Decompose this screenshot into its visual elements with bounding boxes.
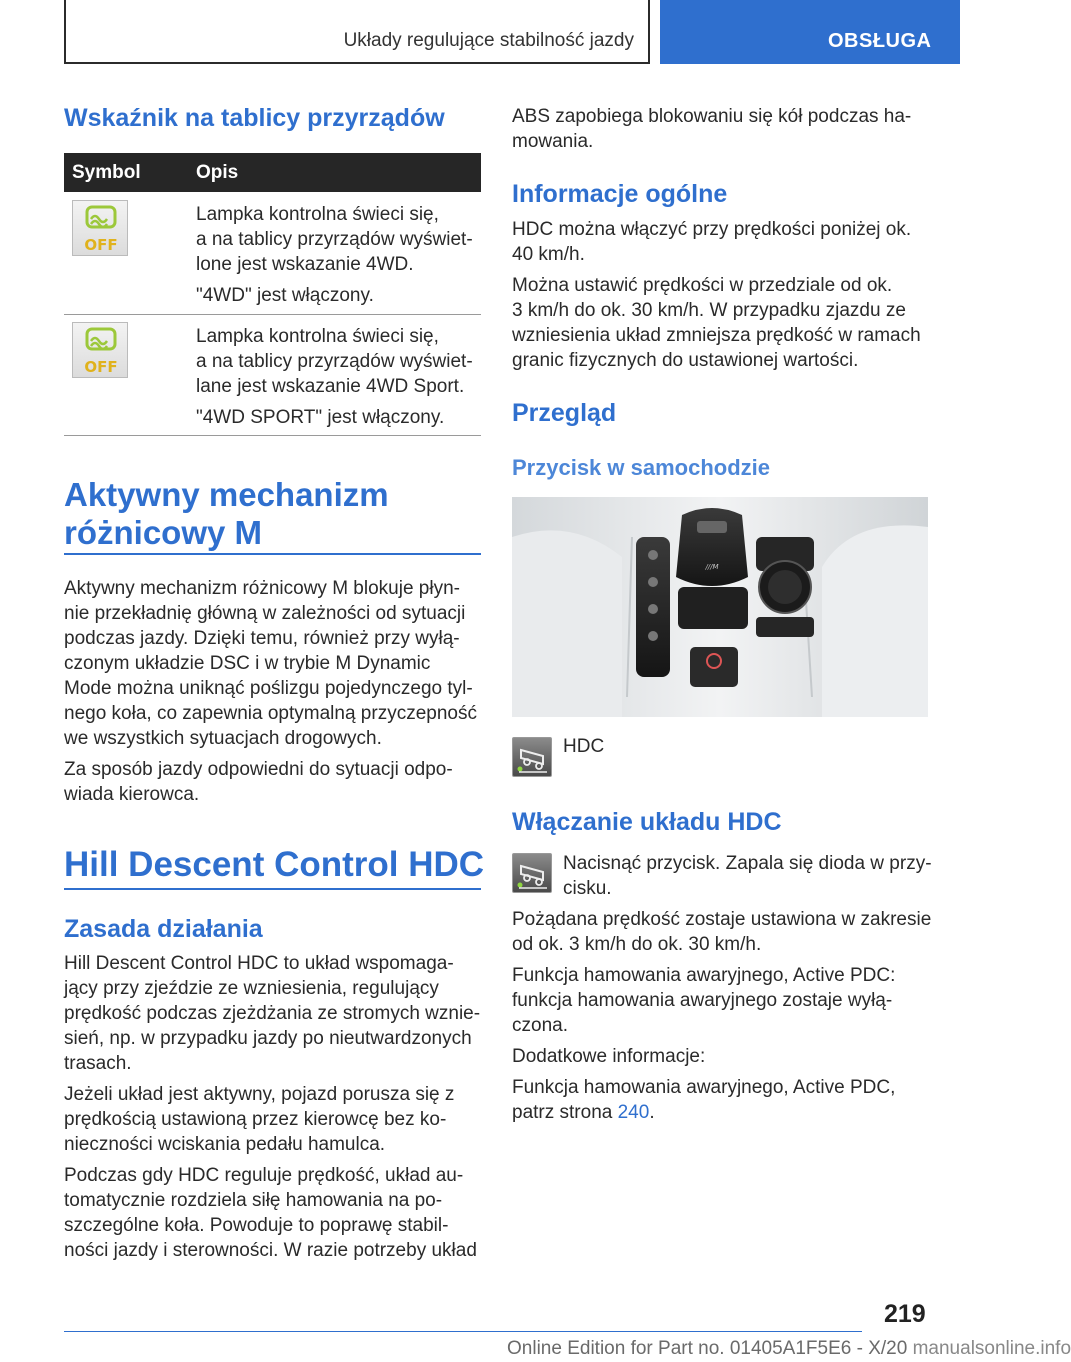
svg-text:OFF: OFF [84, 358, 118, 376]
amd-p1-line: podczas jazdy. Dzięki temu, również przy wyłą- [64, 628, 460, 649]
row2-line2: a na tablicy przyrządów wyświet- [196, 351, 473, 372]
gen-p2-line: granic fizycznych do ustawionej wartości. [512, 350, 859, 371]
row2-note: "4WD SPORT" jest włączony. [196, 407, 445, 428]
table-divider [64, 314, 481, 315]
col-description: Opis [196, 162, 239, 183]
hdc-p1-line: sień, np. w przypadku jazdy po nieutwardzonych [64, 1028, 472, 1049]
gen-p1-line: HDC można włączyć przy prędkości poniżej ok. [512, 219, 912, 240]
heading-button: Przycisk w samochodzie [512, 455, 770, 480]
amd-p1-line: nego koła, co zapewnia optymalną przyczepność [64, 703, 477, 724]
amd-p1-line: nie przekładnię główną w zależności od sytuacji [64, 603, 466, 624]
row1-line1: Lampka kontrolna świeci się, [196, 204, 439, 225]
act-p1-line: cisku. [563, 878, 612, 899]
heading-activate: Włączanie układu HDC [512, 808, 782, 836]
amd-p2-line: wiada kierowca. [64, 784, 200, 805]
heading-indicator: Wskaźnik na tablicy przyrządów [64, 104, 445, 132]
edition-text: Online Edition for Part no. 01405A1F5E6 - X/20 [507, 1338, 908, 1359]
svg-text:OFF: OFF [84, 236, 118, 254]
gen-p2-line: wzniesienia układ zmniejsza prędkość w ramach [512, 325, 921, 346]
abs-line: ABS zapobiega blokowaniu się kół podczas ha- [512, 106, 912, 127]
act-p2-line: Pożądana prędkość zostaje ustawiona w zakresie [512, 909, 932, 930]
hdc-label: HDC [563, 736, 605, 757]
hdc-p3-line: tomatycznie rozdziela siłę hamowania na po- [64, 1190, 443, 1211]
hdc-button-icon [512, 737, 552, 777]
amd-p2-line: Za sposób jazdy odpowiedni do sytuacji odpo- [64, 759, 453, 780]
table-header [64, 153, 481, 192]
heading-amd-2: różnicowy M [64, 514, 263, 551]
chapter-tab[interactable] [660, 0, 960, 64]
hdc-p3-line: Podczas gdy HDC reguluje prędkość, układ au- [64, 1165, 464, 1186]
act-p1-line: Nacisnąć przycisk. Zapala się dioda w przy- [563, 853, 932, 874]
abs-line: mowania. [512, 131, 594, 152]
row2-line3: lane jest wskazanie 4WD Sport. [196, 376, 465, 397]
act-p5-line2 [512, 1100, 655, 1125]
act-p3-line: czona. [512, 1015, 568, 1036]
table-bottom-rule [64, 435, 481, 436]
amd-p1-line: Mode można uniknąć poślizgu pojedynczego tyl- [64, 678, 473, 699]
page-number: 219 [884, 1300, 926, 1328]
amd-p1-line: Aktywny mechanizm różnicowy M blokuje płyn- [64, 578, 460, 599]
hdc-p1-line: jący przy zjeździe ze wzniesienia, regulujący [64, 978, 439, 999]
chapter-tab-label: OBSŁUGA [828, 30, 932, 52]
console-photo [512, 497, 928, 717]
gen-p1-line: 40 km/h. [512, 244, 585, 265]
hdc-p2-line: prędkością ustawioną przez kierowcę bez ko- [64, 1109, 447, 1130]
gen-p2-line: 3 km/h do ok. 30 km/h. W przypadku zjazdu ze [512, 300, 906, 321]
heading-hdc: Hill Descent Control HDC [64, 845, 485, 884]
4wd-sport-indicator-icon [72, 322, 128, 378]
gen-p2-line: Można ustawić prędkości w przedziale od ok. [512, 275, 893, 296]
hdc-p1-line: trasach. [64, 1053, 132, 1074]
hdc-button-icon [512, 853, 552, 893]
hdc-p1-line: prędkość podczas zjeżdżania ze stromych wznie- [64, 1003, 481, 1024]
hdc-p3-line: ności jazdy i sterowności. W razie potrzeby układ [64, 1240, 477, 1261]
period: . [649, 1102, 655, 1123]
page-link[interactable]: 240 [617, 1102, 650, 1123]
heading-amd-1: Aktywny mechanizm [64, 476, 389, 513]
hdc-p2-line: nieczności wciskania pedału hamulca. [64, 1134, 386, 1155]
row1-note: "4WD" jest włączony. [196, 285, 374, 306]
act-p3-line: funkcja hamowania awaryjnego zostaje wyłą- [512, 990, 893, 1011]
footer-rule [64, 1331, 862, 1332]
amd-p1-line: we wszystkich sytuacjach drogowych. [64, 728, 382, 749]
act-p5-line1: Funkcja hamowania awaryjnego, Active PDC, [512, 1077, 896, 1098]
row2-line1: Lampka kontrolna świeci się, [196, 326, 439, 347]
hdc-rule [64, 888, 481, 890]
row1-line2: a na tablicy przyrządów wyświet- [196, 229, 473, 250]
act-p4: Dodatkowe informacje: [512, 1046, 706, 1067]
heading-overview: Przegląd [512, 399, 617, 427]
heading-principle: Zasada działania [64, 915, 263, 943]
header-frame [64, 0, 650, 64]
act-p3-line: Funkcja hamowania awaryjnego, Active PDC: [512, 965, 896, 986]
footer-note [507, 1338, 1071, 1360]
amd-p1-line: czonym układzie DSC i w trybie M Dynamic [64, 653, 431, 674]
4wd-indicator-icon [72, 200, 128, 256]
act-p2-line: od ok. 3 km/h do ok. 30 km/h. [512, 934, 762, 955]
hdc-p3-line: szczególne koła. Powoduje to poprawę stabil- [64, 1215, 449, 1236]
amd-rule [64, 553, 481, 555]
col-symbol: Symbol [72, 162, 141, 183]
svg-text:///M: ///M [705, 563, 719, 571]
hdc-p1-line: Hill Descent Control HDC to układ wspomaga- [64, 953, 454, 974]
watermark-text: manualsonline.info [912, 1338, 1071, 1359]
section-title: Układy regulujące stabilność jazdy [343, 30, 634, 51]
see-page-text: patrz strona [512, 1102, 618, 1123]
row1-line3: lone jest wskazanie 4WD. [196, 254, 414, 275]
hdc-p2-line: Jeżeli układ jest aktywny, pojazd porusza się z [64, 1084, 455, 1105]
heading-general: Informacje ogólne [512, 180, 728, 208]
